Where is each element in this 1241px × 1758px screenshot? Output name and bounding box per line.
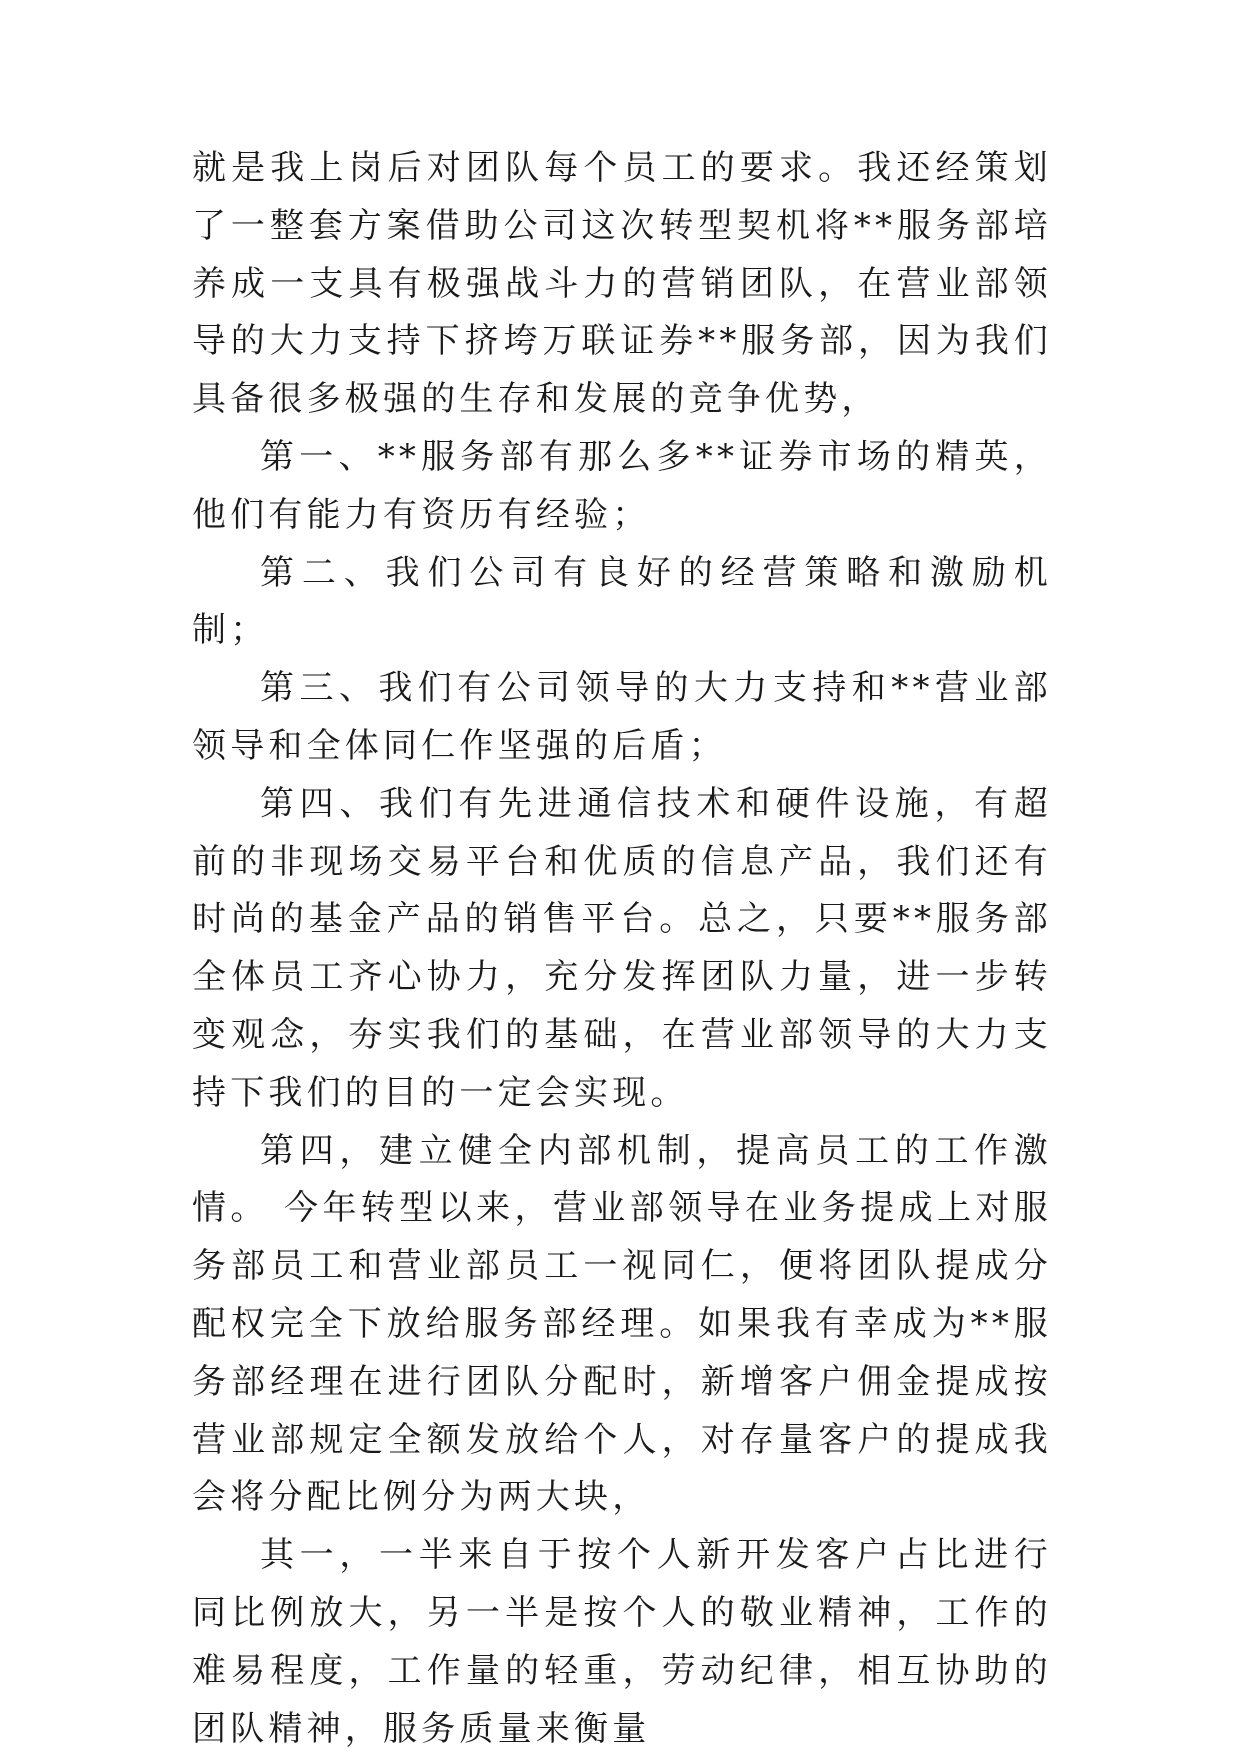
paragraph-point-4: 第四、我们有先进通信技术和硬件设施，有超前的非现场交易平台和优质的信息产品，我们还有时尚的基金产品的销售平台。总之，只要**服务部全体员工齐心协力，充分发挥团队力量，进一步转变观念，夯实我们的基础，在营业部领导的大力支持下我们的目的一定会实现。 bbox=[192, 783, 1052, 1113]
paragraph-intro: 就是我上岗后对团队每个员工的要求。我还经策划了一整套方案借助公司这次转型契机将**服务部培养成一支具有极强战斗力的营销团队，在营业部领导的大力支持下挤垮万联证券**服务部，因为我们具备很多极强的生存和发展的竞争优势， bbox=[192, 148, 1052, 420]
document-body bbox=[192, 140, 1052, 1758]
paragraph-item-1: 其一，一半来自于按个人新开发客户占比进行同比例放大，另一半是按个人的敬业精神，工作的难易程度，工作量的轻重，劳动纪律，相互协助的团队精神，服务质量来衡量 bbox=[192, 1535, 1052, 1749]
paragraph-point-3: 第三、我们有公司领导的大力支持和**营业部领导和全体同仁作坚强的后盾； bbox=[192, 668, 1052, 766]
paragraph-internal-mechanism: 第四，建立健全内部机制，提高员工的工作激情。 今年转型以来，营业部领导在业务提成上对服务部员工和营业部员工一视同仁，便将团队提成分配权完全下放给服务部经理。如果我有幸成为**服务部经理在进行团队分配时，新增客户佣金提成按营业部规定全额发放给个人，对存量客户的提成我会将分配比例分为两大块， bbox=[192, 1130, 1052, 1518]
paragraph-point-1: 第一、**服务部有那么多**证券市场的精英，他们有能力有资历有经验； bbox=[192, 436, 1052, 535]
paragraph-point-2: 第二、我们公司有良好的经营策略和激励机制； bbox=[192, 552, 1052, 651]
